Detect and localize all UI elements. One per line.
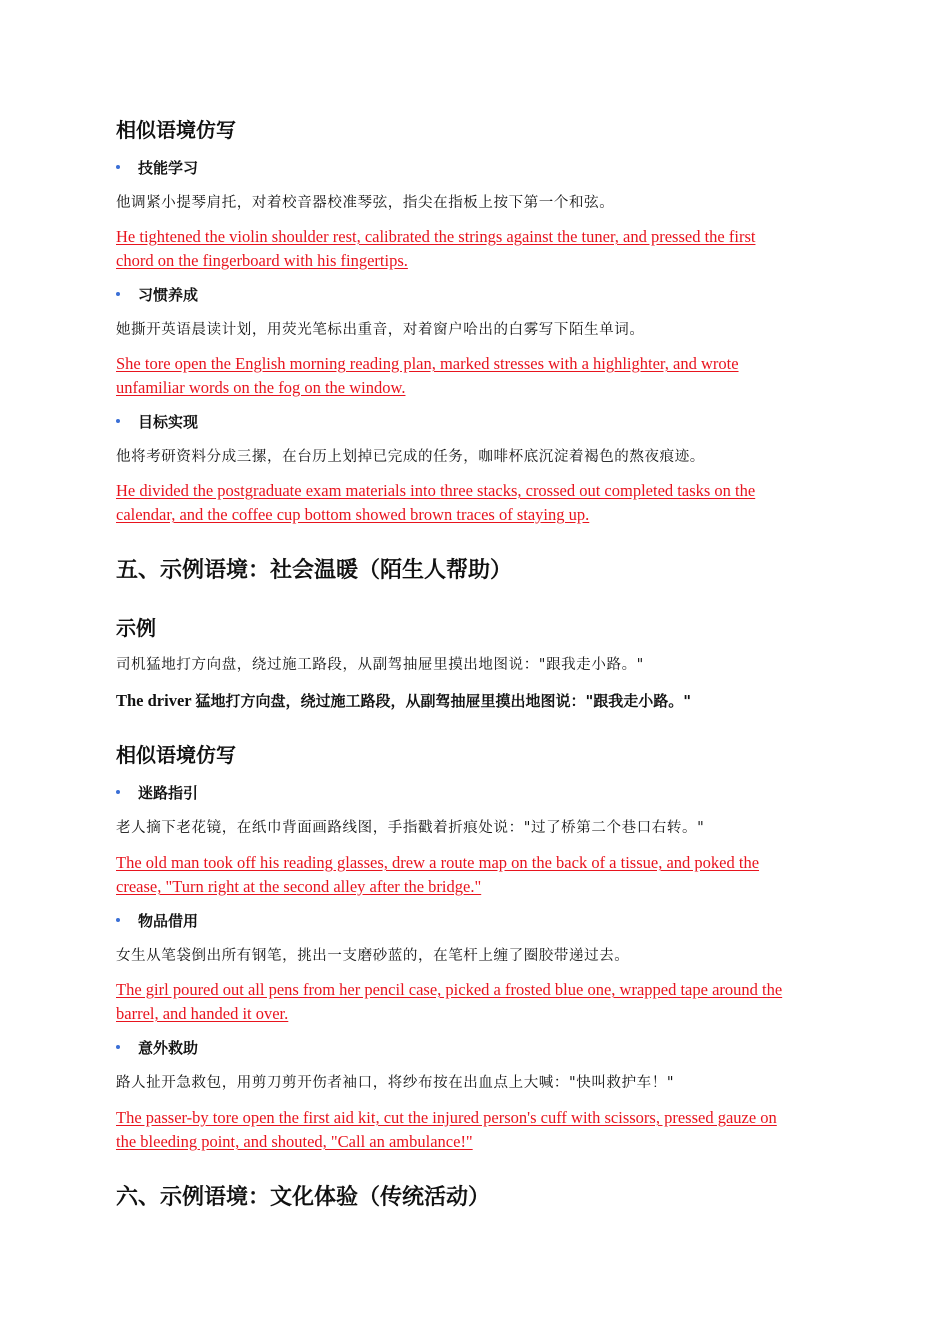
bullet-label: 意外救助 [138, 1039, 199, 1057]
translation-line: She tore open the English morning reading plan, marked stresses with a highlighter, and wrote [116, 354, 739, 373]
chinese-sentence: 女生从笔袋倒出所有钢笔，挑出一支磨砂蓝的，在笔杆上缠了圈胶带递过去。 [116, 948, 630, 964]
bullet-item [116, 284, 198, 306]
english-translation [116, 479, 755, 527]
translation-line: He tightened the violin shoulder rest, calibrated the strings against the tuner, and pressed the first [116, 227, 756, 246]
translation-line: the bleeding point, and shouted, "Call an ambulance!" [116, 1132, 473, 1151]
bullet-item [116, 157, 198, 179]
bullet-item [116, 1037, 198, 1059]
chinese-sentence: 他将考研资料分成三摞，在台历上划掉已完成的任务，咖啡杯底沉淀着褐色的熬夜痕迹。 [116, 449, 705, 465]
section-heading: 五、示例语境：社会温暖（陌生人帮助） [116, 557, 513, 583]
chinese-sentence: 路人扯开急救包，用剪刀剪开伤者袖口，将纱布按在出血点上大喊："快叫救护车！" [116, 1075, 675, 1091]
bullet-dot-icon [116, 1045, 120, 1049]
bullet-label: 习惯养成 [138, 286, 199, 304]
bullet-item [116, 782, 198, 804]
chinese-sentence: 他调紧小提琴肩托，对着校音器校准琴弦，指尖在指板上按下第一个和弦。 [116, 195, 615, 211]
translation-line: barrel, and handed it over. [116, 1004, 289, 1023]
translation-line: unfamiliar words on the fog on the window. [116, 378, 406, 397]
bullet-dot-icon [116, 419, 120, 423]
bullet-item [116, 411, 198, 433]
english-translation [116, 352, 739, 400]
translation-line: The girl poured out all pens from her pencil case, picked a frosted blue one, wrapped tape around the [116, 980, 783, 999]
translation-line: crease, "Turn right at the second alley after the bridge." [116, 877, 482, 896]
bullet-label: 目标实现 [138, 413, 199, 431]
chinese-remainder: 猛地打方向盘，绕过施工路段，从副驾抽屉里摸出地图说："跟我走小路。" [195, 692, 692, 710]
bullet-dot-icon [116, 918, 120, 922]
translation-line: He divided the postgraduate exam materials into three stacks, crossed out completed tasks on the [116, 481, 756, 500]
bullet-label: 物品借用 [138, 912, 199, 930]
english-translation [116, 851, 759, 899]
bullet-dot-icon [116, 292, 120, 296]
section-heading: 六、示例语境：文化体验（传统活动） [116, 1184, 491, 1210]
translation-line: The passer-by tore open the first aid kit, cut the injured person's cuff with scissors, pressed gauze on [116, 1108, 777, 1127]
subsection-heading: 相似语境仿写 [116, 118, 236, 142]
english-lead: The driver [116, 691, 196, 710]
translation-line: The old man took off his reading glasses, drew a route map on the back of a tissue, and poked the [116, 853, 760, 872]
bullet-label: 迷路指引 [138, 784, 199, 802]
chinese-sentence: 司机猛地打方向盘，绕过施工路段，从副驾抽屉里摸出地图说："跟我走小路。" [116, 657, 644, 673]
chinese-sentence: 老人摘下老花镜，在纸巾背面画路线图，手指戳着折痕处说："过了桥第二个巷口右转。" [116, 820, 705, 836]
english-translation [116, 225, 755, 273]
bullet-dot-icon [116, 165, 120, 169]
bullet-dot-icon [116, 790, 120, 794]
subsection-heading: 相似语境仿写 [116, 743, 236, 767]
bullet-label: 技能学习 [138, 159, 199, 177]
chinese-sentence: 她撕开英语晨读计划，用荧光笔标出重音，对着窗户哈出的白雾写下陌生单词。 [116, 322, 645, 338]
bold-example-sentence [116, 690, 691, 712]
english-translation [116, 1106, 777, 1154]
subsection-heading: 示例 [116, 616, 156, 640]
translation-line: chord on the fingerboard with his fingertips. [116, 251, 408, 270]
english-translation [116, 978, 782, 1026]
translation-line: calendar, and the coffee cup bottom showed brown traces of staying up. [116, 505, 590, 524]
bullet-item [116, 910, 198, 932]
